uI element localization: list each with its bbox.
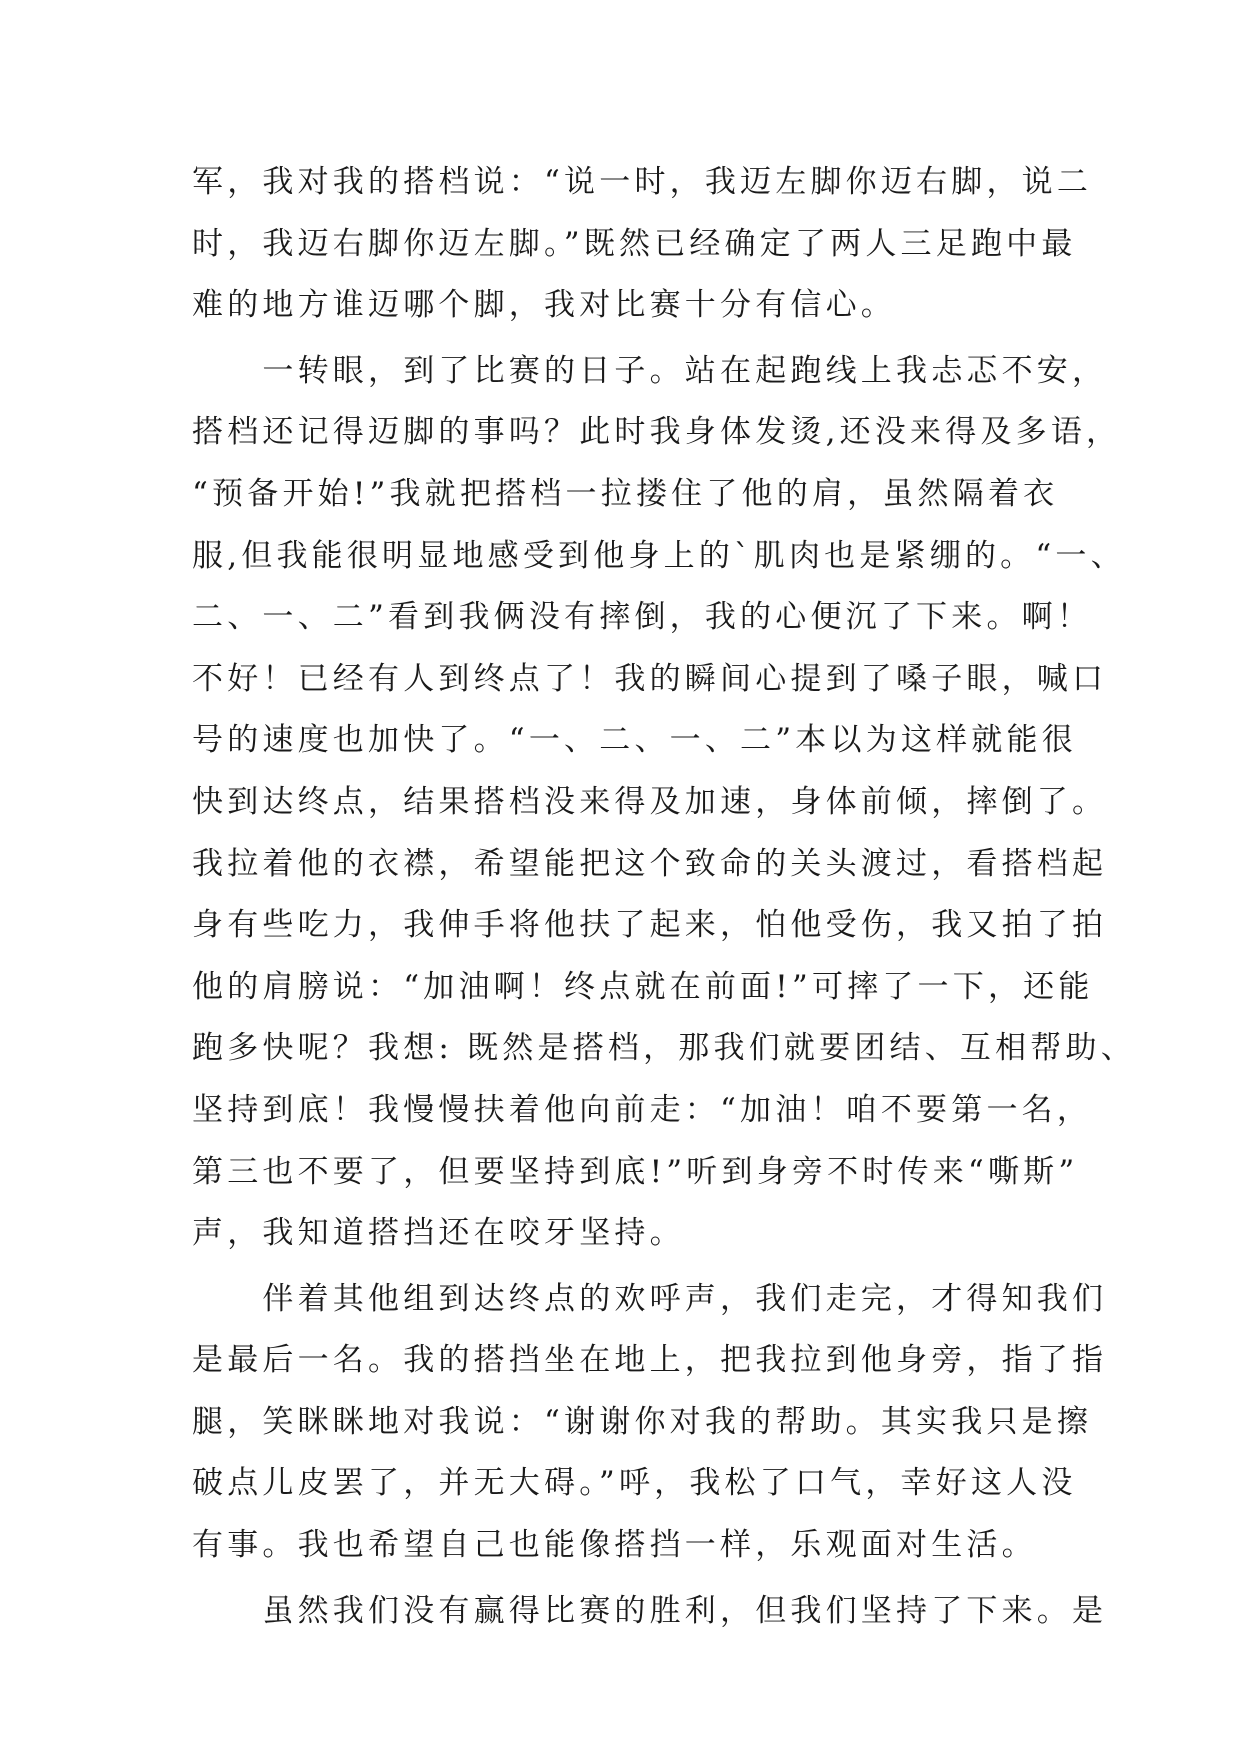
text-line: 一转眼，到了比赛的日子。站在起跑线上我忐忑不安， xyxy=(192,352,1108,389)
text-line: 跑多快呢？我想: 既然是搭档，那我们就要团结、互相帮助、 xyxy=(192,1030,1136,1067)
text-line: 不好！已经有人到终点了！我的瞬间心提到了嗓子眼，喊口 xyxy=(192,660,1108,697)
text-line: 虽然我们没有赢得比赛的胜利，但我们坚持了下来。是 xyxy=(192,1592,1108,1629)
paragraph-1 xyxy=(192,152,1093,337)
text-line: 搭档还记得迈脚的事吗？此时我身体发烫,还没来得及多语， xyxy=(192,414,1122,451)
text-line: 快到达终点，结果搭档没来得及加速，身体前倾，摔倒了。 xyxy=(192,783,1108,820)
text-line: 我拉着他的衣襟，希望能把这个致命的关头渡过，看搭档起 xyxy=(192,845,1108,882)
text-line: 是最后一名。我的搭挡坐在地上，把我拉到他身旁，指了指 xyxy=(192,1342,1108,1379)
text-line: 时，我迈右脚你迈左脚。”既然已经确定了两人三足跑中最 xyxy=(192,225,1077,262)
text-line: 坚持到底！我慢慢扶着他向前走：“加油！咱不要第一名， xyxy=(192,1091,1093,1128)
text-line: 身有些吃力，我伸手将他扶了起来，怕他受伤，我又拍了拍 xyxy=(192,907,1108,944)
text-line: 破点儿皮罢了，并无大碍。”呼，我松了口气，幸好这人没 xyxy=(192,1465,1077,1502)
paragraph-4 xyxy=(192,1581,1108,1643)
essay-body xyxy=(192,152,1136,1642)
text-line: 他的肩膀说：“加油啊！终点就在前面!”可摔了一下，还能 xyxy=(192,968,1094,1005)
text-line: 服,但我能很明显地感受到他身上的`肌肉也是紧绷的。“一、 xyxy=(192,537,1126,574)
text-line: 伴着其他组到达终点的欢呼声，我们走完，才得知我们 xyxy=(192,1280,1108,1317)
paragraph-2 xyxy=(192,341,1136,1265)
text-line: 二、一、二”看到我俩没有摔倒，我的心便沉了下来。啊！ xyxy=(192,599,1093,636)
text-line: 有事。我也希望自己也能像搭挡一样，乐观面对生活。 xyxy=(192,1527,1037,1564)
text-line: 腿，笑眯眯地对我说：“谢谢你对我的帮助。其实我只是擦 xyxy=(192,1403,1093,1440)
text-line: 号的速度也加快了。“一、二、一、二”本以为这样就能很 xyxy=(192,722,1077,759)
text-line: 第三也不要了，但要坚持到底!”听到身旁不时传来“嘶斯” xyxy=(192,1153,1079,1190)
text-line: 难的地方谁迈哪个脚，我对比赛十分有信心。 xyxy=(192,287,896,324)
text-line: “预备开始!”我就把搭档一拉搂住了他的肩，虽然隔着衣 xyxy=(192,475,1059,512)
paragraph-3 xyxy=(192,1269,1108,1577)
text-line: 军，我对我的搭档说：“说一时，我迈左脚你迈右脚，说二 xyxy=(192,164,1093,200)
text-line: 声，我知道搭挡还在咬牙坚持。 xyxy=(192,1215,685,1252)
